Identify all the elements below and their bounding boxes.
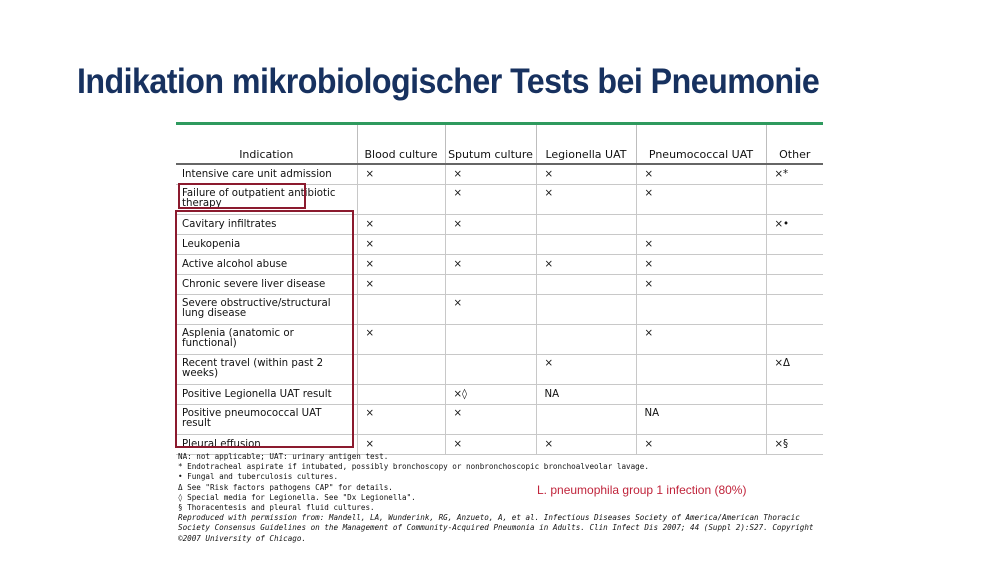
other-cell (766, 324, 823, 354)
table-row (176, 384, 823, 404)
other-cell (766, 254, 823, 274)
pneumococcal-uat-cell: NA (636, 404, 766, 434)
footnote-delta: Δ See "Risk factors pathogens CAP" for details. (178, 482, 393, 492)
footnote-diamond: ◊ Special media for Legionella. See "Dx Legionella". (178, 492, 416, 502)
other-cell (766, 184, 823, 214)
legionella-uat-cell: × (536, 254, 636, 274)
slide-title: Indikation mikrobiologischer Tests bei Pneumonie (77, 62, 820, 101)
indication-cell: Intensive care unit admission (176, 164, 357, 184)
other-cell (766, 384, 823, 404)
blood-culture-cell: × (357, 434, 445, 454)
indication-table-container (176, 122, 823, 455)
table-header-row (176, 125, 823, 164)
legionella-uat-cell (536, 294, 636, 324)
footnote-bullet: • Fungal and tuberculosis cultures. (178, 472, 339, 482)
footnote-section: § Thoracentesis and pleural fluid cultures. (178, 503, 375, 513)
blood-culture-cell (357, 294, 445, 324)
sputum-culture-cell (445, 324, 536, 354)
legionella-annotation: L. pneumophila group 1 infection (80%) (537, 483, 747, 497)
legionella-uat-cell (536, 214, 636, 234)
sputum-culture-cell: × (445, 404, 536, 434)
sputum-culture-cell: × (445, 254, 536, 274)
table-row (176, 404, 823, 434)
pneumococcal-uat-cell (636, 384, 766, 404)
pneumococcal-uat-cell (636, 294, 766, 324)
blood-culture-cell: × (357, 274, 445, 294)
indication-cell: Active alcohol abuse (176, 254, 357, 274)
indication-cell: Leukopenia (176, 234, 357, 254)
footnote-asterisk: * Endotracheal aspirate if intubated, possibly bronchoscopy or nonbronchoscopic bronchoalveolar lavage. (178, 462, 649, 472)
table-row (176, 184, 823, 214)
table-footnotes (178, 452, 818, 544)
other-cell (766, 274, 823, 294)
other-cell: ×• (766, 214, 823, 234)
indication-cell: Positive pneumococcal UAT result (176, 404, 357, 434)
header-pneumococcal-uat: Pneumococcal UAT (636, 125, 766, 164)
sputum-culture-cell: × (445, 294, 536, 324)
pneumococcal-uat-cell: × (636, 434, 766, 454)
table-row (176, 434, 823, 454)
blood-culture-cell: × (357, 404, 445, 434)
header-legionella-uat: Legionella UAT (536, 125, 636, 164)
indication-cell: Failure of outpatient antibiotic therapy (176, 184, 357, 214)
header-blood-culture: Blood culture (357, 125, 445, 164)
legionella-uat-cell: NA (536, 384, 636, 404)
legionella-uat-cell (536, 404, 636, 434)
legionella-uat-cell (536, 324, 636, 354)
footnote-na: NA: not applicable; UAT: urinary antigen test. (178, 452, 389, 461)
blood-culture-cell: × (357, 214, 445, 234)
blood-culture-cell: × (357, 254, 445, 274)
indication-table (176, 125, 823, 455)
sputum-culture-cell (445, 274, 536, 294)
pneumococcal-uat-cell (636, 214, 766, 234)
pneumococcal-uat-cell: × (636, 324, 766, 354)
blood-culture-cell (357, 184, 445, 214)
sputum-culture-cell: × (445, 214, 536, 234)
pneumococcal-uat-cell: × (636, 184, 766, 214)
sputum-culture-cell (445, 234, 536, 254)
other-cell (766, 404, 823, 434)
indication-cell: Asplenia (anatomic or functional) (176, 324, 357, 354)
sputum-culture-cell: × (445, 184, 536, 214)
header-indication: Indication (176, 125, 357, 164)
table-row (176, 164, 823, 184)
indication-cell: Severe obstructive/structural lung disease (176, 294, 357, 324)
blood-culture-cell: × (357, 234, 445, 254)
blood-culture-cell (357, 384, 445, 404)
header-sputum-culture: Sputum culture (445, 125, 536, 164)
legionella-uat-cell: × (536, 434, 636, 454)
legionella-uat-cell: × (536, 164, 636, 184)
pneumococcal-uat-cell: × (636, 164, 766, 184)
pneumococcal-uat-cell: × (636, 254, 766, 274)
table-row (176, 274, 823, 294)
legionella-uat-cell: × (536, 184, 636, 214)
sputum-culture-cell: × (445, 434, 536, 454)
pneumococcal-uat-cell: × (636, 234, 766, 254)
table-row (176, 254, 823, 274)
table-row (176, 354, 823, 384)
other-cell (766, 234, 823, 254)
other-cell: ×Δ (766, 354, 823, 384)
table-row (176, 294, 823, 324)
indication-cell: Positive Legionella UAT result (176, 384, 357, 404)
indication-cell: Chronic severe liver disease (176, 274, 357, 294)
indication-cell: Recent travel (within past 2 weeks) (176, 354, 357, 384)
sputum-culture-cell: ×◊ (445, 384, 536, 404)
blood-culture-cell (357, 354, 445, 384)
sputum-culture-cell: × (445, 164, 536, 184)
legionella-uat-cell (536, 274, 636, 294)
indication-cell: Pleural effusion (176, 434, 357, 454)
blood-culture-cell: × (357, 164, 445, 184)
pneumococcal-uat-cell: × (636, 274, 766, 294)
other-cell (766, 294, 823, 324)
footnote-source: Reproduced with permission from: Mandell, LA, Wunderink, RG, Anzueto, A, et al. Infectious Diseases Society of America/American Thoracic Society Consensus Guidelines on the Management of Community-Acquired Pneumonia in Adults. Clin Infect Dis 2007; 44 (Suppl 2):S27. Copyright ©2007 University of Chicago. (178, 513, 814, 543)
sputum-culture-cell (445, 354, 536, 384)
table-row (176, 214, 823, 234)
header-other: Other (766, 125, 823, 164)
blood-culture-cell: × (357, 324, 445, 354)
pneumococcal-uat-cell (636, 354, 766, 384)
other-cell: ×§ (766, 434, 823, 454)
table-row (176, 234, 823, 254)
indication-cell: Cavitary infiltrates (176, 214, 357, 234)
table-row (176, 324, 823, 354)
legionella-uat-cell: × (536, 354, 636, 384)
legionella-uat-cell (536, 234, 636, 254)
other-cell: ×* (766, 164, 823, 184)
